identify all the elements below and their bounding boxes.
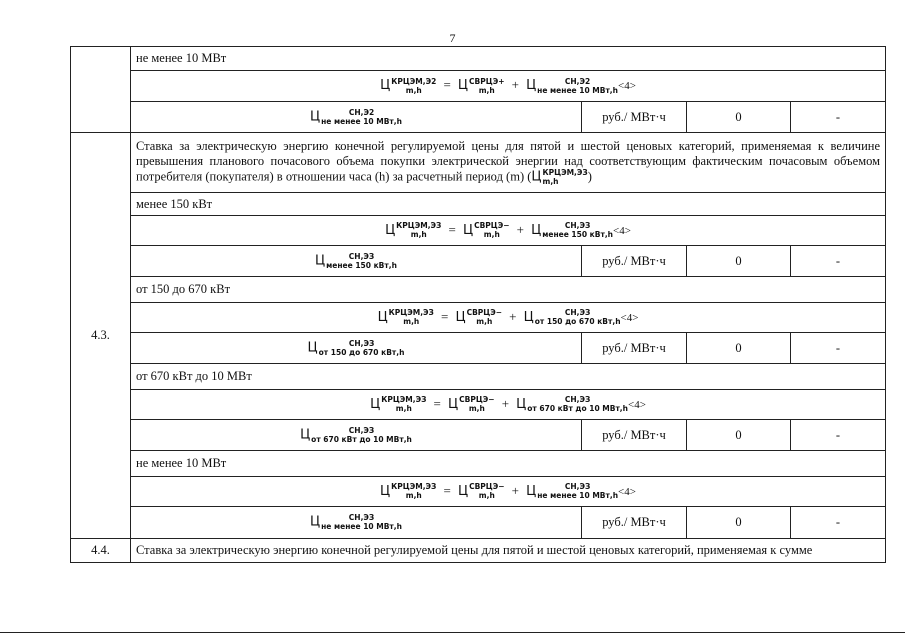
unit-cell: руб./ МВт·ч — [582, 246, 687, 277]
formula-symbol: Ц — [448, 396, 459, 412]
formula-symbol: Ц — [380, 78, 391, 94]
formula-sub: не менее 10 МВт,h — [321, 116, 402, 126]
formula-symbol: Ц — [455, 309, 466, 325]
formula-sub: m,h — [405, 85, 422, 95]
formula: Ц КРЦЭМ,ЭЗ m,h = Ц СВРЦЭ− m,h + Ц СН,ЭЗ не менее 10 МВт,h <4> — [131, 477, 886, 507]
formula-note: <4> — [613, 224, 631, 237]
formula-sup: СВРЦЭ− — [466, 308, 503, 318]
row-label: от 150 до 670 кВт — [131, 277, 886, 303]
section-description-text: Ставка за электрическую энергию конечной регулируемой цены для пятой и шестой ценовых категорий, применяемая к величине превышения планового почасового объема покупки электрической энергии над соответствующим фактическим почасовым объемом потребителя (покупателя) в отношении часа (h) за расчетный период (m) ( — [136, 139, 881, 184]
formula-sup: КРЦЭМ,ЭЗ — [388, 308, 434, 318]
formula-sup: СН,Э2 — [564, 76, 591, 86]
table-row — [71, 246, 886, 277]
rate-symbol — [131, 333, 582, 364]
formula-symbol: Ц — [457, 483, 469, 499]
formula-sub: m,h — [478, 491, 495, 501]
formula-symbol: Ц — [370, 396, 381, 412]
row-label: от 670 кВт до 10 МВт — [131, 364, 886, 390]
formula-sup: СН,ЭЗ — [564, 308, 591, 318]
formula-symbol: Ц — [315, 252, 326, 268]
formula-note: <4> — [628, 398, 646, 411]
table-row — [71, 133, 886, 193]
formula-symbol: Ц — [300, 426, 311, 442]
page-bottom-edge — [0, 632, 905, 633]
formula-sub: m,h — [468, 404, 485, 414]
formula: Ц КРЦЭМ,ЭЗ m,h = Ц СВРЦЭ− m,h + Ц СН,ЭЗ от 150 до 670 кВт,h <4> — [131, 303, 886, 333]
formula-symbol: Ц — [377, 309, 388, 325]
value-cell: 0 — [687, 420, 791, 451]
formula-sup: СН,ЭЗ — [564, 221, 591, 231]
formula-sup: СВРЦЭ− — [459, 395, 495, 405]
dash-cell: - — [791, 333, 886, 364]
formula-sub: менее 150 кВт,h — [542, 230, 614, 240]
table-row — [71, 390, 886, 420]
formula-sup: СВРЦЭ+ — [469, 76, 505, 86]
formula-sub: от 670 кВт до 10 МВт,h — [527, 404, 628, 414]
formula-symbol: Ц — [380, 483, 391, 499]
unit-cell: руб./ МВт·ч — [582, 102, 687, 133]
row-label: не менее 10 МВт — [131, 451, 886, 477]
formula-sub: от 150 до 670 кВт,h — [318, 347, 405, 357]
rate-symbol — [131, 507, 582, 539]
formula-symbol: Ц — [385, 222, 396, 238]
row-label: менее 150 кВт — [131, 193, 886, 216]
formula-symbol: Ц — [526, 483, 537, 499]
table-row — [71, 420, 886, 451]
rate-symbol — [131, 102, 582, 133]
page-number: 7 — [449, 31, 456, 45]
formula-symbol: Ц — [457, 78, 469, 94]
formula-sup: СВРЦЭ− — [469, 482, 505, 492]
rate-symbol — [131, 246, 582, 277]
formula-sup: СН,ЭЗ — [564, 395, 591, 405]
value-cell: 0 — [687, 102, 791, 133]
formula-symbol: Ц — [462, 222, 474, 238]
table-row — [71, 47, 886, 71]
table-row — [71, 539, 886, 563]
rate-symbol — [131, 420, 582, 451]
section-description: Ставка за электрическую энергию конечной регулируемой цены для пятой и шестой ценовых категорий, применяемая к сумме — [131, 539, 886, 563]
dash-cell: - — [791, 246, 886, 277]
formula-sup: СН,ЭЗ — [564, 482, 591, 492]
value-cell: 0 — [687, 246, 791, 277]
formula: Ц КРЦЭМ,Э2 m,h = Ц СВРЦЭ+ m,h + Ц СН,Э2 не менее 10 МВт,h <4> — [131, 71, 886, 102]
formula-symbol: Ц — [523, 309, 534, 325]
formula-sub: m,h — [478, 85, 495, 95]
formula-symbol: Ц — [310, 514, 321, 530]
formula-sub: не менее 10 МВт,h — [321, 522, 402, 531]
table-row — [71, 333, 886, 364]
formula-sup: СН,Э2 — [348, 107, 375, 117]
formula-sub: m,h — [395, 404, 412, 414]
formula: Ц КРЦЭМ,ЭЗ m,h = Ц СВРЦЭ− m,h + Ц СН,ЭЗ менее 150 кВт,h <4> — [131, 216, 886, 246]
unit-cell: руб./ МВт·ч — [582, 333, 687, 364]
formula-sup: СН,ЭЗ — [348, 251, 375, 261]
dash-cell: - — [791, 420, 886, 451]
formula-sub: от 150 до 670 кВт,h — [534, 317, 621, 327]
formula-sub: m,h — [403, 317, 420, 327]
formula-sup: СН,ЭЗ — [348, 425, 375, 435]
row-label: не менее 10 МВт — [131, 47, 886, 71]
dash-cell: - — [791, 102, 886, 133]
formula: Ц КРЦЭМ,ЭЗ m,h = Ц СВРЦЭ− m,h + Ц СН,ЭЗ от 670 кВт до 10 МВт,h <4> — [131, 390, 886, 420]
formula-sub: не менее 10 МВт,h — [537, 85, 618, 95]
formula-sup: КРЦЭМ,ЭЗ — [391, 482, 437, 492]
number-cell-empty — [71, 47, 131, 133]
formula-note: <4> — [620, 311, 639, 324]
value-cell: 0 — [687, 333, 791, 364]
formula-symbol: Ц — [531, 169, 542, 185]
section-number: 4.4. — [71, 539, 131, 563]
section-number: 4.3. — [71, 133, 131, 539]
formula-note: <4> — [618, 80, 636, 93]
formula-symbol: Ц — [307, 339, 318, 355]
table-row — [71, 303, 886, 333]
table-row — [71, 193, 886, 216]
formula-sup: СН,ЭЗ — [348, 338, 375, 348]
formula-sub: m,h — [405, 491, 422, 501]
unit-cell: руб./ МВт·ч — [582, 507, 687, 539]
formula-note: <4> — [618, 485, 636, 498]
formula-sup: КРЦЭМ,ЭЗ — [542, 168, 588, 177]
formula-symbol: Ц — [310, 108, 321, 124]
value-cell: 0 — [687, 507, 791, 539]
table-row — [71, 477, 886, 507]
formula-sub: менее 150 кВт,h — [326, 260, 397, 270]
section-description — [131, 133, 886, 193]
formula-sub: m,h — [410, 230, 427, 240]
table-row — [71, 451, 886, 477]
formula-symbol: Ц — [526, 78, 537, 94]
tariff-table — [70, 46, 886, 563]
table-row — [71, 364, 886, 390]
table-row — [71, 102, 886, 133]
table-row — [71, 277, 886, 303]
table-row — [71, 216, 886, 246]
formula-sup: СН,ЭЗ — [348, 513, 375, 522]
table-row — [71, 507, 886, 539]
formula-sup: КРЦЭМ,Э2 — [391, 76, 437, 86]
formula-sub: не менее 10 МВт,h — [537, 491, 619, 501]
formula-symbol: Ц — [531, 222, 542, 238]
formula-sub: m,h — [542, 177, 559, 186]
table-row — [71, 71, 886, 102]
formula-sup: КРЦЭМ,ЭЗ — [381, 395, 427, 405]
section-description-end: ) — [587, 169, 592, 184]
formula-sub: m,h — [483, 230, 500, 240]
formula-sup: КРЦЭМ,ЭЗ — [396, 221, 442, 231]
formula-symbol: Ц — [516, 396, 527, 412]
formula-sub: m,h — [476, 317, 493, 327]
formula-sub: от 670 кВт до 10 МВт,h — [311, 434, 412, 444]
dash-cell: - — [791, 507, 886, 539]
formula-sup: СВРЦЭ− — [474, 221, 510, 231]
unit-cell: руб./ МВт·ч — [582, 420, 687, 451]
